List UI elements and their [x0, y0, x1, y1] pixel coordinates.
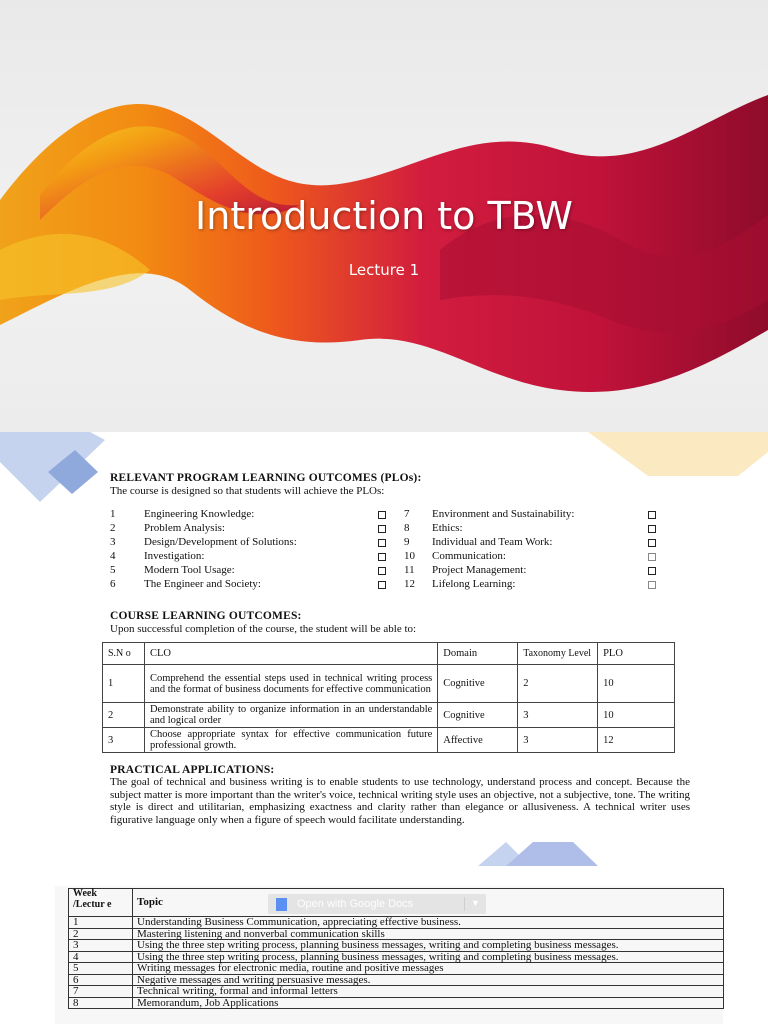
table-row: 3 Choose appropriate syntax for effective communication future professional growth. Affective 3 12 [103, 728, 675, 753]
table-row: 2 Demonstrate ability to organize information in an understandable and logical order Cognitive 3 10 [103, 703, 675, 728]
checkbox-icon [648, 567, 656, 575]
checkbox-icon [648, 581, 656, 589]
table-header-row: S.N o CLO Domain Taxonomy Level PLO [103, 643, 675, 665]
table-row: 1 Comprehend the essential steps used in technical writing process and the format of business documents for effective communication Cognitive 2 10 [103, 665, 675, 703]
weekly-topics-slide [0, 866, 768, 1024]
table-row: 1 Understanding Business Communication, appreciating effective business. [69, 917, 724, 929]
plo-item: 5 Modern Tool Usage: [110, 564, 390, 578]
title-slide [0, 0, 768, 432]
clo-heading: COURSE LEARNING OUTCOMES: [110, 610, 302, 622]
table-row: 5 Writing messages for electronic media, routine and positive messages [69, 963, 724, 975]
plo-section [110, 472, 690, 636]
plo-heading: RELEVANT PROGRAM LEARNING OUTCOMES (PLOs): [110, 472, 422, 484]
clo-table [102, 642, 675, 753]
plo-item: 8 Ethics: [404, 522, 664, 536]
plo-item: 11 Project Management: [404, 564, 664, 578]
separator [464, 897, 465, 911]
checkbox-icon [378, 525, 386, 533]
table-row: 6 Negative messages and writing persuasive messages. [69, 974, 724, 986]
pa-text: The goal of technical and business writing is to enable students to use technology, understand process and concept. Because the subject matter is more important than the writer's voice, technical writing style uses an objective, not a subjective, tone. The writing style is direct and utilitarian, emphasizing exactness and clarity rather than elegance or allusiveness. A technical writer uses figurative language only when a figure of speech would facilitate understanding. [110, 776, 690, 826]
google-docs-icon [276, 898, 287, 911]
blue-bottom-decoration [478, 840, 598, 866]
open-with-label: Open with Google Docs [297, 898, 414, 910]
plo-intro: The course is designed so that students will achieve the PLOs: [110, 485, 385, 497]
checkbox-icon [378, 567, 386, 575]
plo-item: 9 Individual and Team Work: [404, 536, 664, 550]
chevron-down-icon[interactable]: ▼ [471, 898, 480, 908]
slide-title: Introduction to TBW [195, 194, 573, 238]
slide-subtitle: Lecture 1 [348, 261, 420, 279]
checkbox-icon [648, 511, 656, 519]
table-row: 2 Mastering listening and nonverbal communication skills [69, 928, 724, 940]
table-row: 4 Using the three step writing process, planning business messages, writing and completing business messages. [69, 951, 724, 963]
checkbox-icon [648, 525, 656, 533]
plo-item: 10 Communication: [404, 550, 664, 564]
table-row: 8 Memorandum, Job Applications [69, 997, 724, 1009]
table-row: 3 Using the three step writing process, planning business messages, writing and completing business messages. [69, 940, 724, 952]
open-with-google-docs-button[interactable] [268, 894, 486, 914]
checkbox-icon [378, 539, 386, 547]
checkbox-icon [378, 581, 386, 589]
plo-item: 6 The Engineer and Society: [110, 578, 390, 592]
pa-heading: PRACTICAL APPLICATIONS: [110, 764, 275, 776]
checkbox-icon [648, 553, 656, 561]
plo-item: 4 Investigation: [110, 550, 390, 564]
plo-list [110, 508, 690, 592]
plo-item: 3 Design/Development of Solutions: [110, 536, 390, 550]
table-row: 7 Technical writing, formal and informal letters [69, 986, 724, 998]
plo-item: 1 Engineering Knowledge: [110, 508, 390, 522]
table-header-row: Week /Lectur e Topic [69, 889, 724, 917]
checkbox-icon [378, 511, 386, 519]
plo-item: 2 Problem Analysis: [110, 522, 390, 536]
practical-applications [110, 764, 690, 826]
checkbox-icon [378, 553, 386, 561]
course-outcomes-slide [0, 432, 768, 866]
plo-item: 12 Lifelong Learning: [404, 578, 664, 592]
clo-intro: Upon successful completion of the course, the student will be able to: [110, 623, 417, 635]
checkbox-icon [648, 539, 656, 547]
blue-diamond-decoration [0, 432, 110, 512]
plo-item: 7 Environment and Sustainability: [404, 508, 664, 522]
